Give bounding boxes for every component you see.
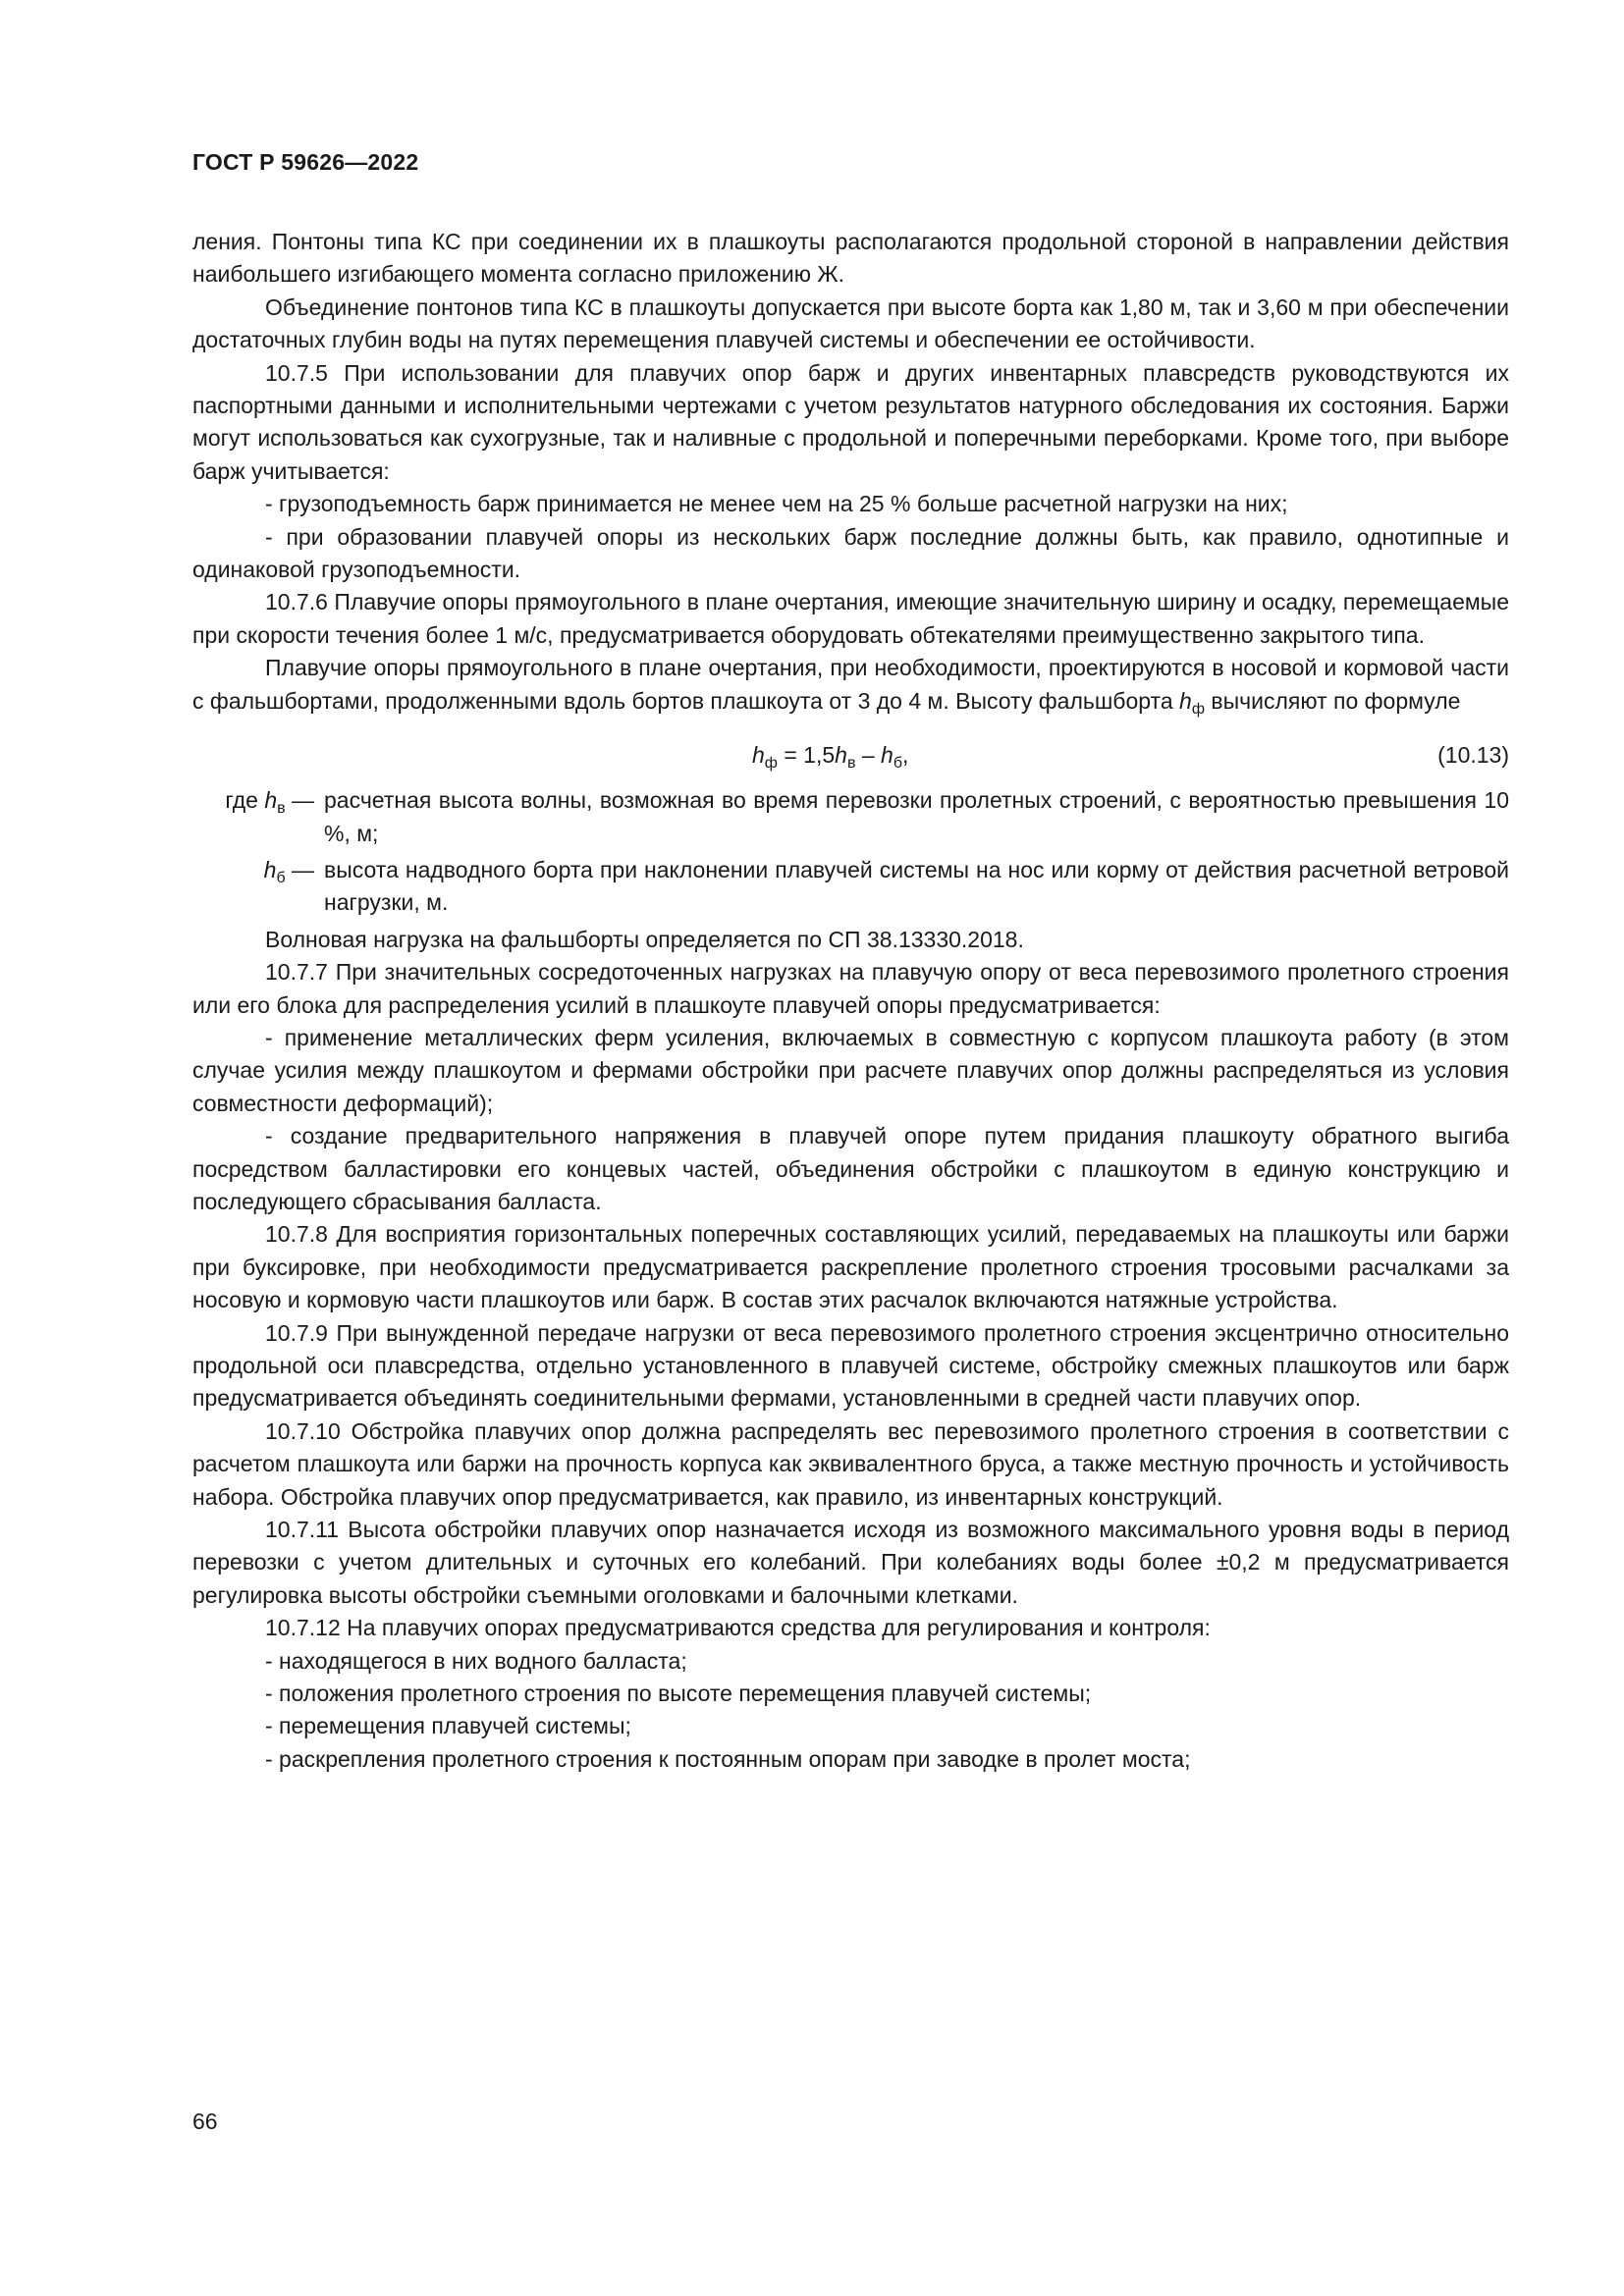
paragraph: 10.7.9 При вынужденной передаче нагрузки от веса перевозимого пролетного строения эксцентрично относительно продольной оси плавсредства, отдельно установленного в плавучей системе, обстройку смежных плашкоутов или барж предусматривается объединять соединительными фермами, установленными в средней части плавучих опор. [192, 1319, 1509, 1412]
list-item: - перемещения плавучей системы; [265, 1713, 631, 1739]
formula-10-13 [192, 733, 1509, 780]
paragraph: 10.7.12 На плавучих опорах предусматриваются средства для регулирования и контроля: [265, 1615, 1211, 1641]
formula-expression: $h_ф = 1,5h_в - h_б$, [752, 742, 909, 773]
paragraph: 10.7.6 Плавучие опоры прямоугольного в плане очертания, имеющие значительную ширину и осадку, перемещаемые при скорости течения более 1 м/с, предусматривается оборудовать обтекателями преимущественно закрытого типа. [192, 589, 1509, 648]
paragraph-text-tail: вычисляют по формуле [1204, 687, 1461, 714]
paragraph: 10.7.11 Высота обстройки плавучих опор назначается исходя из возможного максимального уровня воды в период перевозки с учетом длительных и суточных его колебаний. При колебаниях воды более ±0,2 м предусматривается регулировка высоты обстройки съемными оголовками и балочными клетками. [192, 1517, 1509, 1608]
paragraph: Объединение понтонов типа КС в плашкоуты допускается при высоте борта как 1,80 м, так и 3,60 м при обеспечении достаточных глубин воды на путях перемещения плавучей системы и обеспечении ее остойчивости. [192, 294, 1509, 353]
paragraph-text: Плавучие опоры прямоугольного в плане очертания, при необходимости, проектируются в носовой и кормовой части с фальшбортами, продолженными вдоль бортов плашкоута от 3 до 4 м. Высоту фальшборта [192, 655, 1509, 714]
paragraph [192, 652, 1509, 725]
where-description: высота надводного борта при наклонении плавучей системы на нос или корму от действия расчетной ветровой нагрузки, м. [324, 856, 1509, 916]
where-term: где $h_в$ — [225, 787, 314, 818]
list-item: - грузоподъемность барж принимается не менее чем на 25 % больше расчетной нагрузки на них; [265, 491, 1288, 517]
list-item: - применение металлических ферм усиления, включаемых в совместную с корпусом плашкоута работу (в этом случае усилия между плашкоутом и фермами обстройки при расчете плавучих опор должны распределяться из условия совместности деформаций); [192, 1024, 1509, 1116]
paragraph: 10.7.5 При использовании для плавучих опор барж и других инвентарных плавсредств руководствуются их паспортными данными и исполнительными чертежами с учетом результатов натурного обследования их состояния. Баржи могут использоваться как сухогрузные, так и наливные с продольной и поперечными переборками. Кроме того, при выборе барж учитывается: [192, 359, 1509, 484]
list-item: - находящегося в них водного балласта; [265, 1647, 687, 1674]
paragraph: ления. Понтоны типа КС при соединении их в плашкоуты располагаются продольной стороной в направлении действия наибольшего изгибающего момента согласно приложению Ж. [192, 229, 1509, 288]
paragraph: 10.7.8 Для восприятия горизонтальных поперечных составляющих усилий, передаваемых на плашкоуты или баржи при буксировке, при необходимости предусматривается раскрепление пролетного строения тросовыми расчалками за носовую и кормовую части плашкоутов или барж. В состав этих расчалок включаются натяжные устройства. [192, 1221, 1509, 1313]
paragraph: 10.7.10 Обстройка плавучих опор должна распределять вес перевозимого пролетного строения в соответствии с расчетом плашкоута или баржи на прочность корпуса как эквивалентного бруса, а также местную прочность и устойчивость набора. Обстройка плавучих опор предусматривается, как правило, из инвентарных конструкций. [192, 1417, 1509, 1510]
where-term: $h_б$ — [263, 856, 314, 886]
subscript-f: ф [1191, 700, 1205, 718]
formula-number: (10.13) [1437, 742, 1509, 769]
list-item: - при образовании плавучей опоры из нескольких барж последние должны быть, как правило, однотипные и одинаковой грузоподъемности. [192, 523, 1509, 583]
paragraph: 10.7.7 При значительных сосредоточенных нагрузках на плавучую опору от веса перевозимого пролетного строения или его блока для распределения усилий в плашкоуте плавучей опоры предусматривается: [192, 959, 1509, 1018]
paragraph: Волновая нагрузка на фальшборты определяется по СП 38.13330.2018. [265, 926, 1024, 952]
list-item: - раскрепления пролетного строения к постоянным опорам при заводке в пролет моста; [265, 1745, 1191, 1772]
where-definition-hb [192, 854, 1509, 920]
document-header: ГОСТ Р 59626—2022 [192, 149, 419, 175]
where-definition-hv [192, 784, 1509, 850]
document-body [192, 226, 1509, 1776]
list-item: - создание предварительного напряжения в плавучей опоре путем придания плашкоуту обратного выгиба посредством балластировки его концевых частей, объединения обстройки с плашкоутом в единую конструкцию и последующего сбрасывания балласта. [192, 1123, 1509, 1214]
symbol-h: h [1179, 687, 1192, 714]
page-number: 66 [192, 2109, 218, 2134]
list-item: - положения пролетного строения по высоте перемещения плавучей системы; [265, 1681, 1092, 1707]
where-description: расчетная высота волны, возможная во время перевозки пролетных строений, с вероятностью превышения 10 %, м; [324, 787, 1509, 846]
